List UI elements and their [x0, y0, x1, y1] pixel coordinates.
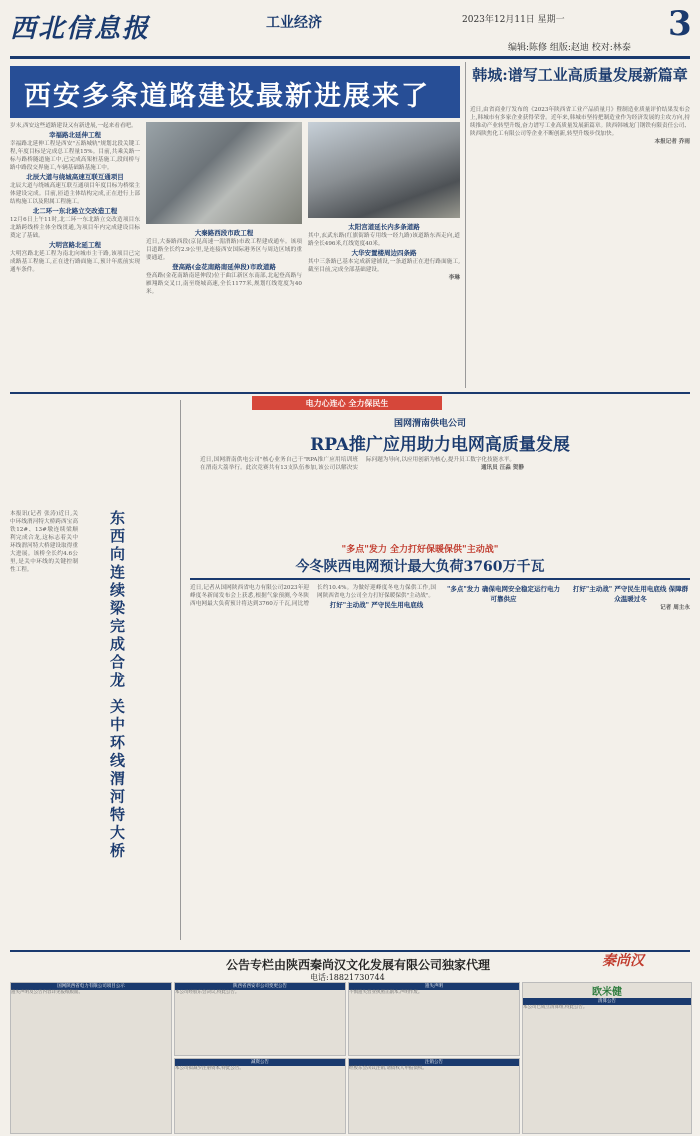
state-grid-company: 国网渭南供电公司	[393, 419, 466, 429]
hancheng-body-block	[470, 106, 690, 376]
lead-column-3	[308, 222, 460, 384]
ad-cell-5-head: 注销公告	[349, 1059, 519, 1066]
lead-column-2	[146, 228, 302, 384]
lead-body-1: 幸福路北延伸工程是西安"五路城轨"规划北段关键工程,年度目标是完成总工程量15%。目前,共乘关路一标与路桥隧道施工中,已完成高架桩基施工,段间桥与路中路段交界施工,车辆基础路基施工中。	[10, 141, 140, 171]
editors-line: 编辑:陈修 组版:赵迪 校对:林泰	[508, 43, 631, 53]
ad-cell-3-head: 减资公告	[175, 1059, 345, 1066]
power-load-kicker: "多点"发力 全力打好保暖保供"主动战"	[341, 545, 499, 555]
ad-cell-4-head: 遗失声明	[349, 983, 519, 990]
power-load-subhead-2: "多点"发力 确保电网安全稳定运行电力可靠供应	[446, 585, 561, 603]
column-divider	[465, 62, 466, 388]
ad-cell-2	[174, 982, 346, 1056]
lead-body-5: 近日,大秦路西段(京昆高速一湄渭路)市政工程建成通车。该项目道路全长约2.9公里,是连接西安国际港务区与周边区域的重要通道。	[146, 239, 302, 261]
section-divider-rule	[10, 392, 690, 394]
power-load-byline: 记者 周主永	[660, 605, 690, 611]
issue-date: 2023年12月11日 星期一	[462, 15, 565, 25]
lead-subhead-4: 大明宫路北延工程	[49, 241, 101, 249]
ad-cell-5-body: 经股东会决议注销,请债权人申报债权。	[349, 1066, 427, 1071]
ads-title: 公告专栏由陕西秦尚汉文化发展有限公司独家代理	[226, 958, 491, 972]
road-construction-photo	[146, 122, 302, 224]
lead-body-8: 其中三条路已基本完成新建铺设,一条道路正在进行路面施工,截至目前,完成全部基础建设。	[308, 259, 460, 273]
ads-brand-logo: 秦尚汉	[602, 953, 644, 969]
ad-cell-6-head: 清算公告	[523, 998, 691, 1005]
power-tag-banner: 电力心连心 全力保民生	[252, 396, 442, 410]
bridge-body: 本报讯(记者 张涛)近日,关中环线渭河特大桥跨西宝高铁12#、13#墩连续梁顺利完成合龙,这标志着关中环线渭河特大桥建设取得重大进展。该桥全长约4.6公里,是关中环线的关键控制性工程。	[10, 511, 78, 573]
ad-cell-1-body: 遗失声明及公告内容详见报纸版面。	[11, 990, 83, 995]
bridge-body-block	[10, 510, 78, 940]
ad-cell-2-head: 陕西省西安市公司变更公告	[175, 983, 345, 990]
ad-cell-2-body: 本公司经股东会决议,特此公告。	[175, 990, 240, 995]
power-load-headline: 今冬陕西电网预计最大负荷3760万千瓦	[295, 559, 545, 575]
lead-subhead-5: 大秦路西段市政工程	[194, 229, 254, 237]
masthead-rule	[10, 56, 690, 59]
lead-intro: 岁末,西安这些道路建设又有新进展,一起来看看吧。	[10, 123, 137, 129]
ad-cell-6	[522, 982, 692, 1134]
lead-subhead-7: 太阳宫道延长内多条道路	[348, 223, 420, 231]
ad-cell-6-body: 本公司已成立清算组,特此公告。	[523, 1005, 588, 1010]
lead-body-7: 其中,玄武东路(红旗街路专用线一经九路)该道路东西走向,道路全长496米,红线宽度40米。	[308, 233, 460, 247]
power-load-subhead-1: 打好"主动战" 严守民生用电底线	[329, 601, 424, 609]
ad-cell-5	[348, 1058, 520, 1134]
lead-headline: 西安多条道路建设最新进展来了	[24, 81, 430, 112]
state-grid-body: 近日,国网渭南供电公司"核心业务自己干"RPA推广应用培训班在渭南大荔举行。此次竞赛共有13支队伍参加,该公司以解决实际问题为导向,以应用创新为核心,提升员工数字化技能水平。	[200, 457, 515, 471]
column-divider-2	[180, 400, 181, 940]
ad-brand-2: 欧米健	[592, 987, 622, 998]
bridge-vertical-headline: 东西向连续梁完成合龙 关中环线渭河特大桥	[108, 510, 126, 861]
lead-column-1	[10, 122, 140, 384]
ads-telephone: 电话:18821730744	[310, 973, 385, 982]
lead-body-3: 12月6日上午11时,北二环一东北路立交改造项目东北路跨线桥主体全线贯通,为项目年内完成建设目标奠定了基础。	[10, 217, 140, 239]
page-number: 3	[668, 4, 692, 44]
lead-subhead-3: 北二环一东北路立交改造工程	[32, 207, 118, 215]
ad-cell-4-body: 不慎遗失营业执照正副本,声明作废。	[349, 990, 423, 995]
power-load-subhead-3: 打好"主动战" 严守民生用电底线 保障群众温暖过冬	[572, 585, 689, 603]
lead-headline-banner	[10, 66, 460, 118]
power-load-body-block	[190, 584, 690, 940]
masthead	[10, 6, 690, 58]
state-grid-byline: 通讯员 汪淼 贺静	[480, 465, 524, 471]
hancheng-body: 近日,由省商业厅发布的《2023年陕西省工业产品质量月》暨制造业质量评价结果发布会上,韩城市有多家企业获得荣誉。近年来,韩城市坚持把制造业作为经济发展的主攻方向,持续推动产业转型升级,奋力谱写工业高质量发展新篇章。陕西韩城龙门钢铁有限责任公司、陕西陕焦化工有限公司等企业不断创新,转型升级步伐加快。	[470, 107, 690, 137]
lead-body-2: 北辰大道与绕城高速互联互通项目年度目标为桥梁主体建设完成。目前,匝道主体结构完成,正在进行上部结构施工以及附属工程施工。	[10, 183, 140, 205]
lead-subhead-2: 北辰大道与绕城高速互联互通项目	[26, 173, 124, 181]
ad-cell-1	[10, 982, 172, 1134]
lead-byline: 李琳	[448, 275, 460, 281]
lead-subhead-6: 登高路(金花南路南延伸段)市政道路	[172, 263, 276, 271]
hancheng-headline: 韩城:谱写工业高质量发展新篇章	[472, 66, 688, 84]
hancheng-byline: 本报记者 乔雨	[654, 139, 690, 145]
state-grid-body-block	[200, 456, 690, 528]
ad-cell-3-body: 本公司拟减少注册资本,特此公告。	[175, 1066, 244, 1071]
ad-cell-3	[174, 1058, 346, 1134]
lead-subhead-1: 幸福路北延伸工程	[49, 131, 101, 139]
lead-body-4: 大明宫路北延工程为南北向城市主干路,该项目已完成路基工程施工,正在进行路面施工,预计年底前实现通车条件。	[10, 251, 140, 273]
state-grid-headline: RPA推广应用助力电网高质量发展	[310, 435, 570, 455]
lead-subhead-8: 大华安置楼周边四条路	[351, 249, 417, 257]
lead-body-6: 登高路(金花南路南延伸段)位于曲江新区东南部,北起登高路与雁翔路交叉口,南至绕城高速,全长1177米,规划红线宽度为40米。	[146, 273, 302, 295]
ad-cell-4	[348, 982, 520, 1056]
ad-cell-1-head: 国网陕西省电力有限公司项目公示	[11, 983, 171, 990]
newspaper-logo: 西北信息报	[10, 14, 151, 44]
power-load-rule	[190, 578, 690, 580]
power-load-body: 近日,记者从国网陕西省电力有限公司2023年迎峰度冬新闻发布会上获悉,根据气象预测,今冬陕西电网最大负荷预计将达到3760万千瓦,同比增长约10.4%。为做好迎峰度冬电力保供工作,国网陕西省电力公司全力打好保暖保供"主动战"。	[190, 585, 436, 607]
section-title: 工业经济	[266, 15, 322, 31]
bridge-construction-photo	[308, 122, 460, 218]
